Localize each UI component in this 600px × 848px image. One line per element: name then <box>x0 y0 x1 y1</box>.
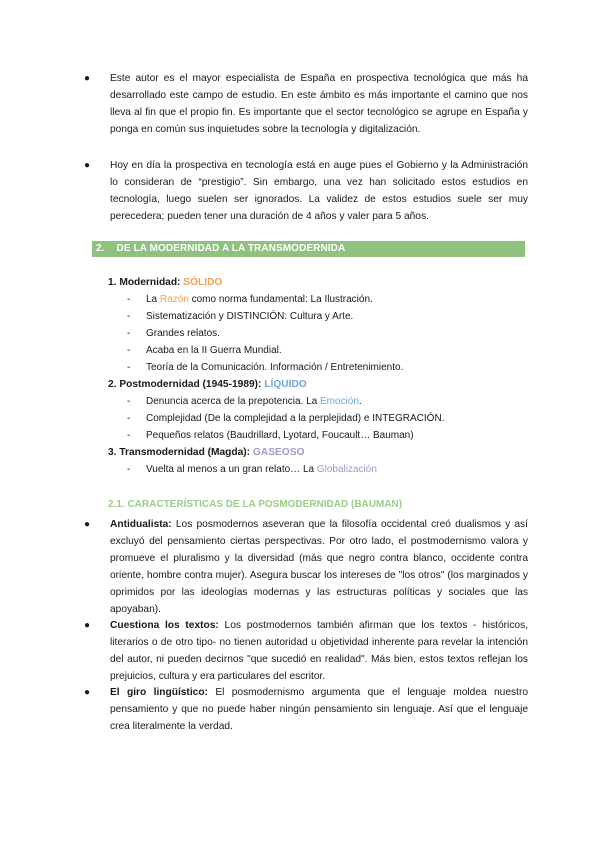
dash-marker: - <box>127 328 131 339</box>
stage-label: 1. Modernidad: <box>108 277 181 288</box>
bullet-marker: ● <box>84 73 91 84</box>
stage-modernidad <box>108 277 222 288</box>
list-item: Vuelta al menos a un gran relato… La Globalización <box>146 464 377 475</box>
stage-label: 2. Postmodernidad (1945-1989): <box>108 379 262 390</box>
characteristic-text: Los posmodernos aseveran que la filosofía occidental creó dualismos y así excluyó del pensamiento ciertas perspectivas. Por otro lado, el postmodernismo valora y promueve el pluralismo y la diversidad (más que negro contra blanco, occidente contra oriente, hombre contra mujer). Asegura buscar los intereses de "los otros" (los marginados y oprimidos por las ideologías modernas y las estructuras políticas y sociales que las apoyaban). <box>110 519 528 615</box>
bullet-text: Este autor es el mayor especialista de España en prospectiva tecnológica que más ha desarrollado este campo de estudio. En este ámbito es más importante el camino que nos lleva al fin que el propio fin. Es importante que el sector tecnológico se agrupe en España y ponga en común sus inquietudes sobre la tecnología y digitalización. <box>110 73 528 135</box>
dash-marker: - <box>127 464 131 475</box>
bullet-marker: ● <box>84 620 91 631</box>
stage-label: 3. Transmodernidad (Magda): <box>108 447 251 458</box>
stage-tag-liquido: LÍQUIDO <box>264 379 307 390</box>
section-heading <box>92 241 525 257</box>
characteristic-giro-linguistico <box>84 684 529 735</box>
dash-marker: - <box>127 430 131 441</box>
dash-marker: - <box>127 413 131 424</box>
bullet-text: Hoy en día la prospectiva en tecnología está en auge pues el Gobierno y la Administración lo consideran de “prestigio”. Sin embargo, una vez han solicitado estos estudios en tecnología, luego suelen ser ignorados. La validez de estos estudios suele ser muy perecedera; pueden tener una duración de 4 años y valer para 5 años. <box>110 160 528 222</box>
dash-marker: - <box>127 311 131 322</box>
subsection-heading: 2.1. CARACTERÍSTICAS DE LA POSMODERNIDAD (BAUMAN) <box>108 499 403 510</box>
highlight-razon: Razón <box>159 294 189 305</box>
list-item: Teoría de la Comunicación. Información / Entretenimiento. <box>146 362 404 373</box>
section-title: DE LA MODERNIDAD A LA TRANSMODERNIDA <box>116 243 346 254</box>
intro-bullet-1 <box>84 70 528 138</box>
stage-tag-gaseoso: GASEOSO <box>252 447 305 458</box>
dash-marker: - <box>127 345 131 356</box>
characteristic-antidualista <box>84 516 528 618</box>
characteristic-term: El giro lingüístico: <box>110 687 208 698</box>
highlight-emocion: Emoción <box>320 396 359 407</box>
characteristic-text: Los postmodernos también afirman que los textos - históricos, literarios o de otro tipo- no tienen autoridad u objetividad inherente para revelar la intención del autor, ni pueden decirnos "que sucedió en realidad". Más bien, estos textos reflejan los prejuicios, cultura y era particulares del escritor. <box>110 620 529 682</box>
bullet-marker: ● <box>84 519 91 530</box>
characteristic-text: El posmodernismo argumenta que el lenguaje moldea nuestro pensamiento y que no puede haber ningún pensamiento sin lenguaje. Así que el lenguaje crea literalmente la verdad. <box>110 687 529 732</box>
dash-marker: - <box>127 294 131 305</box>
list-item: Grandes relatos. <box>146 328 220 339</box>
stage-tag-solido: SÓLIDO <box>183 277 223 288</box>
list-item: Pequeños relatos (Baudrillard, Lyotard, Foucault… Bauman) <box>146 430 414 441</box>
intro-bullet-2 <box>84 157 528 225</box>
bullet-marker: ● <box>84 687 91 698</box>
list-item: La Razón como norma fundamental: La Ilustración. <box>146 294 373 305</box>
list-item: Acaba en la II Guerra Mundial. <box>146 345 282 356</box>
list-item: Complejidad (De la complejidad a la perplejidad) e INTEGRACIÓN. <box>146 413 445 424</box>
section-number: 2. <box>96 243 105 254</box>
list-item: Sistematización y DISTINCIÓN: Cultura y Arte. <box>146 311 354 322</box>
highlight-globalizacion: Globalización <box>316 464 377 475</box>
dash-marker: - <box>127 396 131 407</box>
dash-marker: - <box>127 362 131 373</box>
characteristic-cuestiona-textos <box>84 617 529 685</box>
bullet-marker: ● <box>84 160 91 171</box>
stage-postmodernidad <box>108 379 307 390</box>
list-item: Denuncia acerca de la prepotencia. La Emoción. <box>146 396 362 407</box>
characteristic-term: Cuestiona los textos: <box>110 620 219 631</box>
stage-transmodernidad <box>108 447 304 458</box>
characteristic-term: Antidualista: <box>110 519 172 530</box>
